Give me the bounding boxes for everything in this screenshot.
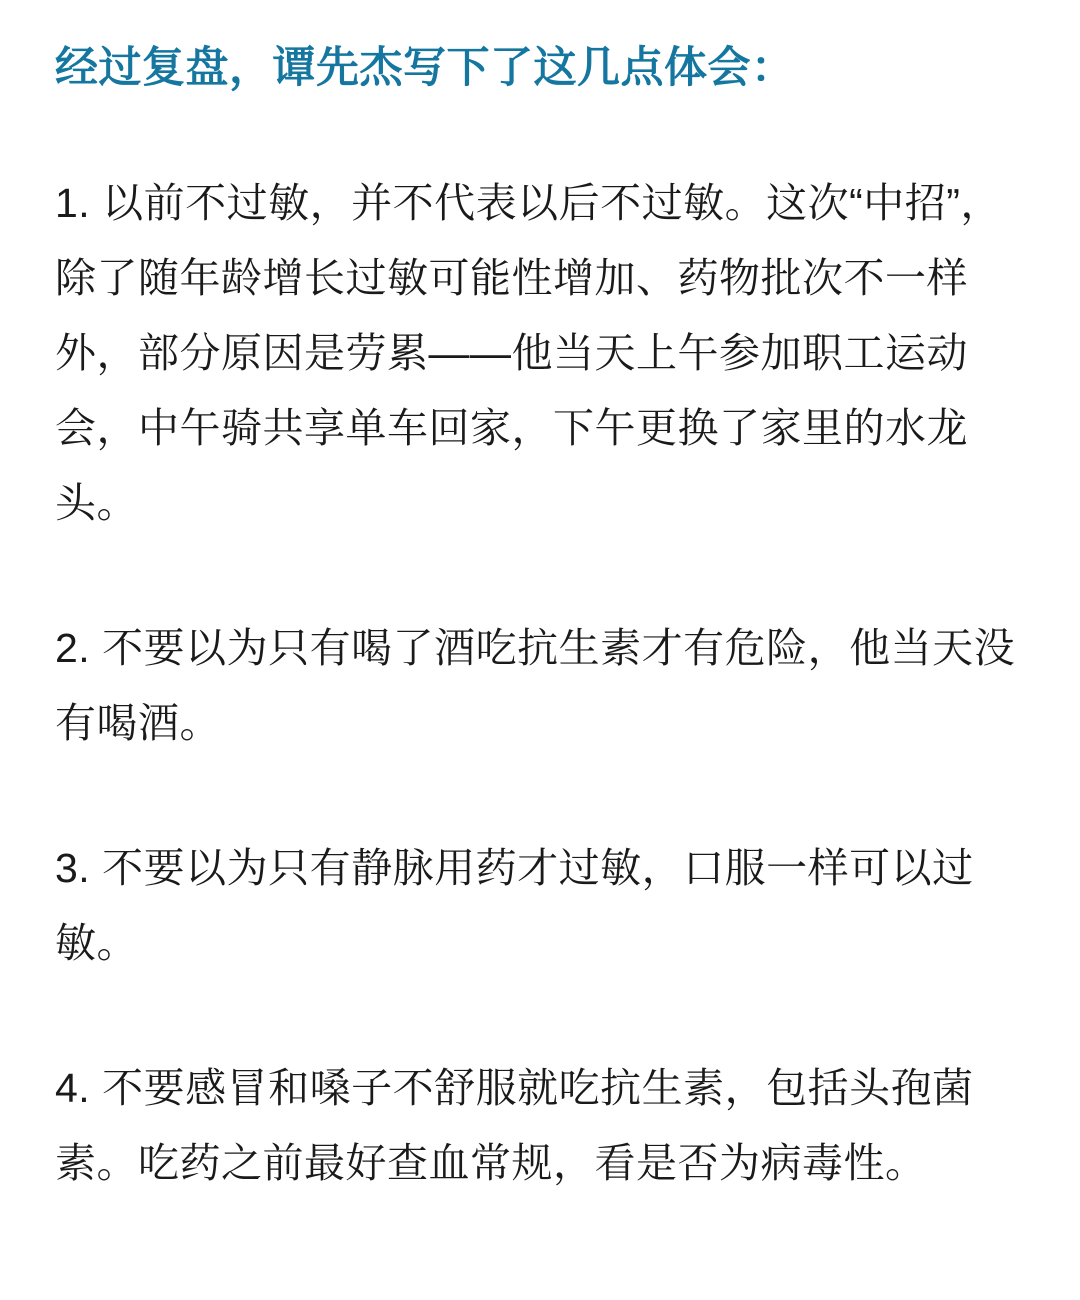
article-paragraph-2: 2. 不要以为只有喝了酒吃抗生素才有危险，他当天没有喝酒。 bbox=[55, 625, 1016, 746]
article-paragraph-3: 3. 不要以为只有静脉用药才过敏，口服一样可以过敏。 bbox=[55, 845, 974, 966]
article-heading: 经过复盘，谭先杰写下了这几点体会： bbox=[55, 44, 795, 92]
article-paragraph-4: 4. 不要感冒和嗓子不舒服就吃抗生素，包括头孢菌素。吃药之前最好查血常规，看是否为病毒性。 bbox=[55, 1065, 974, 1186]
article-paragraph-1: 1. 以前不过敏，并不代表以后不过敏。这次“中招”，除了随年龄增长过敏可能性增加、药物批次不一样外，部分原因是劳累——他当天上午参加职工运动会，中午骑共享单车回家，下午更换了家里的水龙头。 bbox=[55, 180, 1002, 526]
